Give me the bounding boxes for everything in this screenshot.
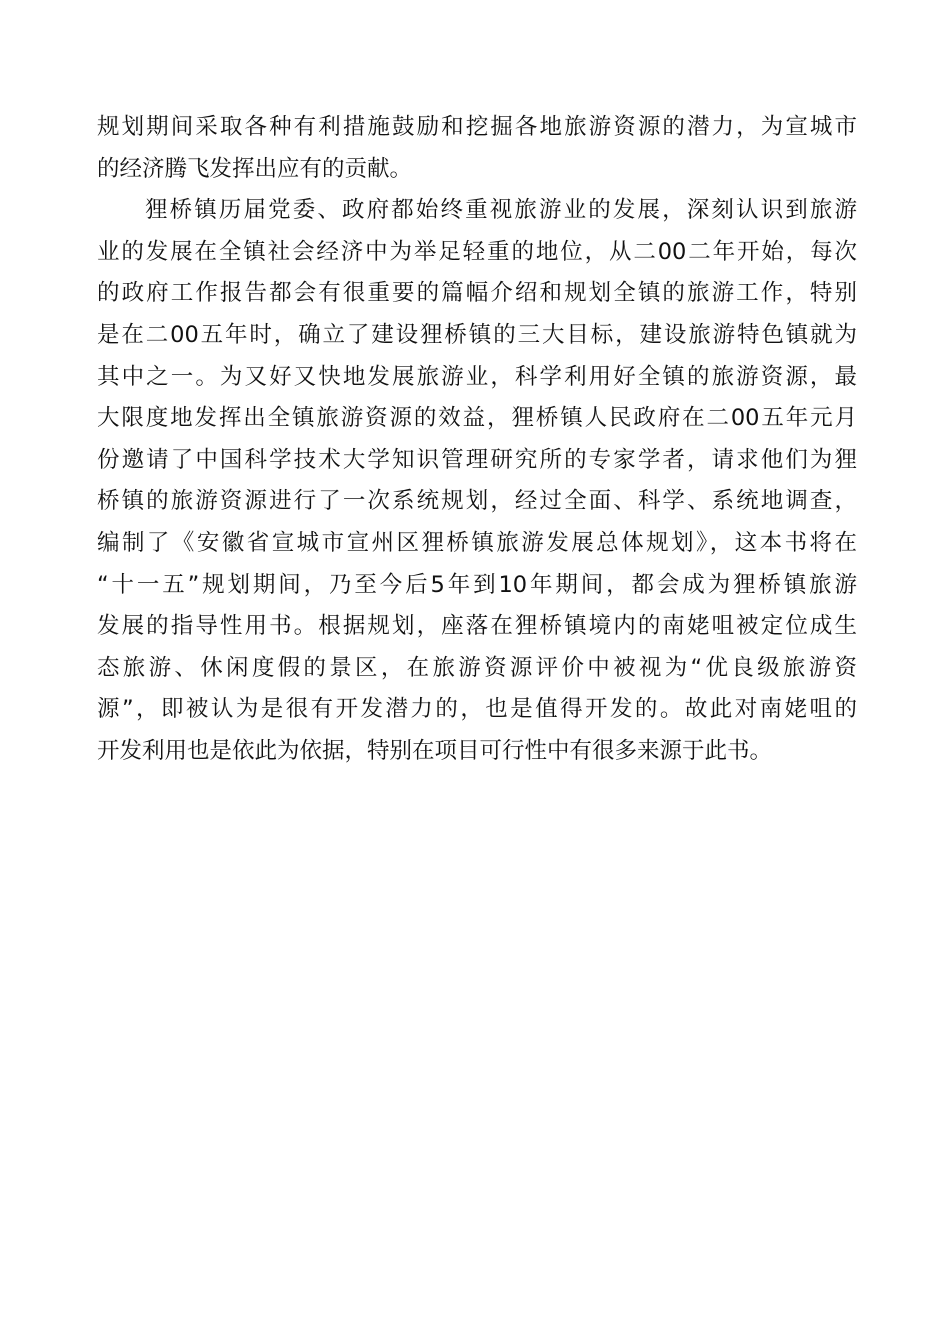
text-line-15: 源”，即被认为是很有开发潜力的，也是值得开发的。故此对南姥咀的	[97, 696, 857, 723]
text-line-8: 大限度地发挥出全镇旅游资源的效益，狸桥镇人民政府在二00五年元月	[97, 405, 857, 432]
text-line-2: 的经济腾飞发挥出应有的贡献。	[97, 155, 413, 182]
text-line-12: “十一五”规划期间，乃至今后5年到10年期间，都会成为狸桥镇旅游	[97, 571, 857, 598]
text-line-3: 狸桥镇历届党委、政府都始终重视旅游业的发展，深刻认识到旅游	[145, 197, 857, 224]
body-text	[97, 107, 857, 773]
text-line-10: 桥镇的旅游资源进行了一次系统规划，经过全面、科学、系统地调查，	[97, 488, 857, 515]
text-line-14: 态旅游、休闲度假的景区，在旅游资源评价中被视为“优良级旅游资	[97, 654, 857, 681]
text-line-6: 是在二00五年时，确立了建设狸桥镇的三大目标，建设旅游特色镇就为	[97, 321, 857, 348]
text-line-9: 份邀请了中国科学技术大学知识管理研究所的专家学者，请求他们为狸	[97, 446, 857, 473]
text-line-4: 业的发展在全镇社会经济中为举足轻重的地位，从二00二年开始，每次	[97, 238, 857, 265]
text-line-13: 发展的指导性用书。根据规划，座落在狸桥镇境内的南姥咀被定位成生	[97, 613, 857, 640]
text-line-11: 编制了《安徽省宣城市宣州区狸桥镇旅游发展总体规划》，这本书将在	[97, 529, 857, 556]
text-line-1: 规划期间采取各种有利措施鼓励和挖掘各地旅游资源的潜力，为宣城市	[97, 114, 857, 140]
text-line-5: 的政府工作报告都会有很重要的篇幅介绍和规划全镇的旅游工作，特别	[97, 280, 857, 307]
text-line-16: 开发利用也是依此为依据，特别在项目可行性中有很多来源于此书。	[97, 737, 773, 764]
text-line-7: 其中之一。为又好又快地发展旅游业，科学利用好全镇的旅游资源，最	[97, 363, 857, 390]
